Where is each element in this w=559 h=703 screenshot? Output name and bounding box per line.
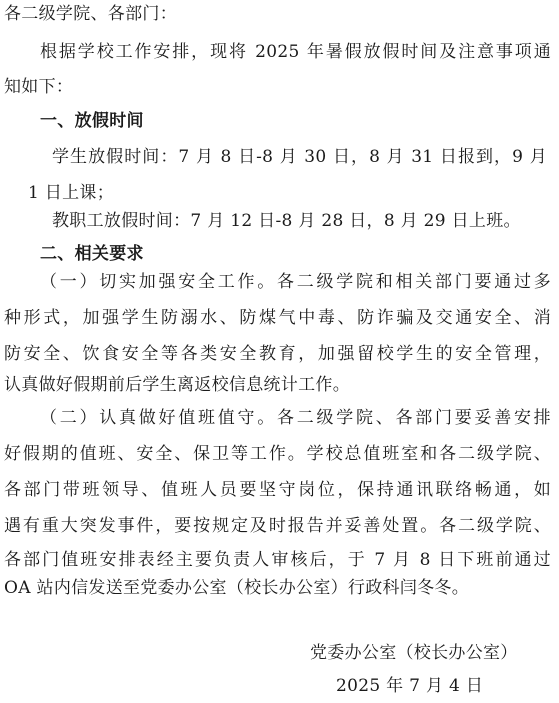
intro-line: 知如下：	[4, 77, 74, 97]
signature-date: 2025 年 7 月 4 日	[336, 676, 484, 696]
requirement-item2-line: 好假期的值班、安全、保卫等工作。学校总值班室和各二级学院、	[4, 444, 551, 464]
salutation: 各二级学院、各部门：	[4, 4, 177, 24]
signature-office: 党委办公室（校长办公室）	[310, 643, 518, 663]
requirement-item2-line: 各部门值班安排表经主要负责人审核后，于 7 月 8 日下班前通过	[4, 550, 551, 570]
requirement-item2-line: （二）认真做好值班值守。各二级学院、各部门要妥善安排	[40, 408, 551, 428]
requirement-item1-line: 种形式，加强学生防溺水、防煤气中毒、防诈骗及交通安全、消	[4, 308, 551, 328]
student-vacation-line: 学生放假时间：7 月 8 日-8 月 30 日，8 月 31 日报到，9 月	[52, 147, 547, 167]
requirement-item2-line: 遇有重大突发事件，要按规定及时报告并妥善处置。各二级学院、	[4, 516, 551, 536]
section-heading-vacation-time: 一、放假时间	[40, 111, 144, 131]
requirement-item1-line: 防安全、饮食安全等各类安全教育，加强留校学生的安全管理，	[4, 344, 551, 364]
student-vacation-line: 1 日上课；	[28, 183, 115, 203]
staff-vacation-line: 教职工放假时间：7 月 12 日-8 月 28 日，8 月 29 日上班。	[52, 211, 521, 231]
requirement-item1-line: （一）切实加强安全工作。各二级学院和相关部门要通过多	[40, 272, 551, 292]
requirement-item2-line: OA 站内信发送至党委办公室（校长办公室）行政科闫冬冬。	[4, 578, 470, 598]
section-heading-requirements: 二、相关要求	[40, 244, 144, 264]
requirement-item1-line: 认真做好假期前后学生离返校信息统计工作。	[4, 375, 350, 395]
requirement-item2-line: 各部门带班领导、值班人员要坚守岗位，保持通讯联络畅通，如	[4, 480, 551, 500]
intro-line: 根据学校工作安排，现将 2025 年暑假放假时间及注意事项通	[40, 42, 551, 62]
